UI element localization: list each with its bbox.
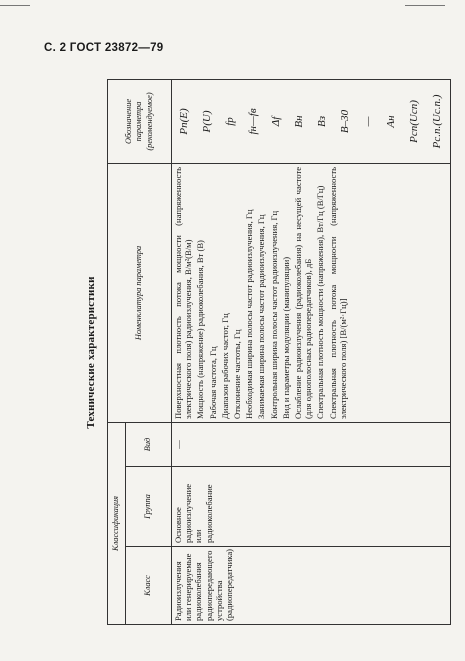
- kind-cell: —: [172, 422, 451, 466]
- param-item: Контрольная ширина полосы частот радиоизлучения, Гц: [268, 210, 279, 419]
- kind-header: Вид: [126, 422, 172, 466]
- param-item: Диапазон рабочих частот, Гц: [219, 313, 230, 419]
- group-cell: Основное радиоизлучение или радиоколебание: [172, 467, 451, 547]
- symbol-item: B–30: [339, 109, 351, 134]
- symbol-item: Δf: [270, 116, 282, 127]
- table-row: [172, 79, 451, 624]
- name-header: Номенклатура параметра: [108, 163, 172, 422]
- param-item: Спектральная плотность мощности (напряжения), Вт/Гц (В/Гц): [315, 185, 326, 419]
- symbol-item: Aн: [385, 115, 397, 128]
- scan-mark: [0, 5, 30, 6]
- param-item: Вид и параметры модуляции (манипуляции): [280, 256, 291, 419]
- param-item: Поверхностная плотность потока мощности (напряженность электрического поля) радиоизлучения, В/м²(В/м): [173, 166, 194, 419]
- class-cell: Радиоизлучения или генерируемые радиоколебания радиопередающего устройства (радиопередатчика): [172, 547, 451, 625]
- group-header: Группа: [126, 467, 172, 547]
- param-item: Необходимая ширина полосы частот радиоизлучения, Гц: [244, 209, 255, 419]
- param-item: Ослабление радиоизлучения (радиоколебания) на несущей частоте (для однополосных радиопередатчиков), дБ: [293, 166, 314, 419]
- table-title: Технические характеристики: [85, 276, 97, 429]
- class-header: Класс: [126, 547, 172, 625]
- rotated-table-sheet: [85, 80, 443, 625]
- symbol-item: P(U): [201, 110, 213, 133]
- symbol-item: Pп(E): [178, 108, 190, 135]
- symbol-list: [172, 79, 451, 163]
- symbol-item: —: [362, 116, 374, 127]
- classification-header: Классификация: [108, 422, 126, 624]
- param-item: Мощность (напряжение) радиоколебания, Вт (В): [195, 240, 206, 419]
- characteristics-table: [107, 79, 451, 625]
- symbol-item: fр: [224, 117, 236, 126]
- symbol-item: Bз: [316, 115, 328, 127]
- scan-mark: [405, 5, 445, 6]
- param-item: Занимаемая ширина полосы частот радиоизлучения, Гц: [256, 214, 267, 419]
- param-item: Рабочая частота, Гц: [207, 346, 218, 419]
- param-item: Отклонение частоты, Гц: [232, 329, 243, 419]
- symbol-item: Bн: [293, 115, 305, 128]
- page-header: С. 2 ГОСТ 23872—79: [44, 42, 164, 54]
- param-list: [172, 163, 451, 422]
- symbol-item: fн—fв: [247, 108, 259, 135]
- symbol-item: Pсп(Uсп): [408, 100, 420, 143]
- param-item: Спектральная плотность потока мощности (напряженность электрического поля) [В/(м²·Гц)]: [327, 166, 348, 419]
- symbol-header: Обозначение параметра (рекомендуемое): [108, 79, 172, 163]
- symbol-item: Pс.п.(Uс.п.): [431, 94, 443, 149]
